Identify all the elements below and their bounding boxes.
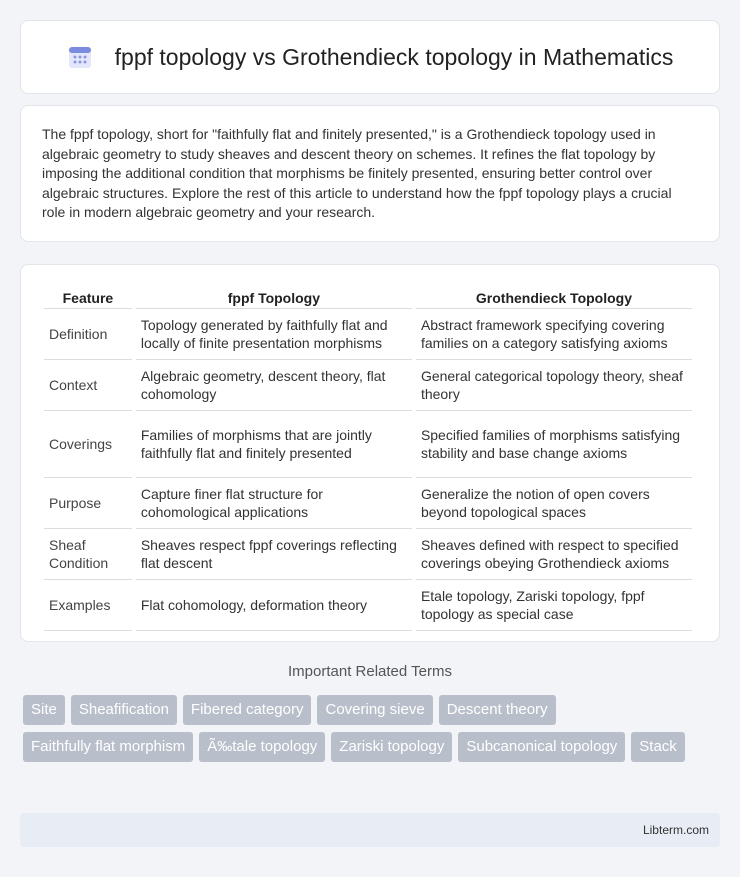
header-card bbox=[20, 20, 720, 94]
tag-fibered-category[interactable]: Fibered category bbox=[183, 695, 312, 725]
row-fppf: Families of morphisms that are jointly faithfully flat and finitely presented bbox=[136, 411, 412, 478]
row-feature: Sheaf Condition bbox=[44, 529, 132, 580]
row-feature: Context bbox=[44, 360, 132, 411]
row-grothendieck: Sheaves defined with respect to specified coverings obeying Grothendieck axioms bbox=[416, 529, 692, 580]
tag-covering-sieve[interactable]: Covering sieve bbox=[317, 695, 432, 725]
related-terms-tags bbox=[23, 695, 723, 762]
row-fppf: Capture finer flat structure for cohomological applications bbox=[136, 478, 412, 529]
row-fppf: Flat cohomology, deformation theory bbox=[136, 580, 412, 631]
intro-text: The fppf topology, short for "faithfully flat and finitely presented," is a Grothendieck topology used in algebraic geometry to study sheaves and descent theory on schemes. It refines the flat topology by imposing the additional condition that morphisms be finitely presented, ensuring better control over algebraic structures. Explore the rest of this article to understand how the fppf topology plays a crucial role in modern algebraic geometry and your research. bbox=[42, 126, 672, 221]
tag-etale-topology[interactable]: Ã‰tale topology bbox=[199, 732, 325, 762]
table-row bbox=[44, 529, 692, 580]
row-feature: Coverings bbox=[44, 411, 132, 478]
row-feature: Examples bbox=[44, 580, 132, 631]
table-row bbox=[44, 580, 692, 631]
row-grothendieck: General categorical topology theory, sheaf theory bbox=[416, 360, 692, 411]
intro-card bbox=[20, 105, 720, 242]
comparison-table-card bbox=[20, 264, 720, 642]
row-fppf: Sheaves respect fppf coverings reflecting flat descent bbox=[136, 529, 412, 580]
header-feature: Feature bbox=[44, 285, 132, 309]
tag-stack[interactable]: Stack bbox=[631, 732, 685, 762]
tag-descent-theory[interactable]: Descent theory bbox=[439, 695, 556, 725]
table-header-row bbox=[44, 285, 692, 309]
row-fppf: Topology generated by faithfully flat and locally of finite presentation morphisms bbox=[136, 309, 412, 360]
tag-subcanonical-topology[interactable]: Subcanonical topology bbox=[458, 732, 625, 762]
row-grothendieck: Abstract framework specifying covering families on a category satisfying axioms bbox=[416, 309, 692, 360]
calendar-icon bbox=[67, 44, 93, 70]
tag-zariski-topology[interactable]: Zariski topology bbox=[331, 732, 452, 762]
table-row bbox=[44, 309, 692, 360]
row-grothendieck: Generalize the notion of open covers beyond topological spaces bbox=[416, 478, 692, 529]
header-fppf: fppf Topology bbox=[136, 285, 412, 309]
row-feature: Definition bbox=[44, 309, 132, 360]
table-row bbox=[44, 360, 692, 411]
row-fppf: Algebraic geometry, descent theory, flat cohomology bbox=[136, 360, 412, 411]
comparison-table bbox=[40, 285, 696, 631]
tag-faithfully-flat-morphism[interactable]: Faithfully flat morphism bbox=[23, 732, 193, 762]
row-grothendieck: Etale topology, Zariski topology, fppf topology as special case bbox=[416, 580, 692, 631]
tag-sheafification[interactable]: Sheafification bbox=[71, 695, 177, 725]
row-feature: Purpose bbox=[44, 478, 132, 529]
table-row bbox=[44, 478, 692, 529]
page-title: fppf topology vs Grothendieck topology in Mathematics bbox=[114, 43, 674, 70]
related-terms-title: Important Related Terms bbox=[288, 663, 452, 680]
table-row bbox=[44, 411, 692, 478]
header-grothendieck: Grothendieck Topology bbox=[416, 285, 692, 309]
footer-link[interactable]: Libterm.com bbox=[642, 823, 709, 837]
footer bbox=[20, 813, 720, 847]
row-grothendieck: Specified families of morphisms satisfying stability and base change axioms bbox=[416, 411, 692, 478]
tag-site[interactable]: Site bbox=[23, 695, 65, 725]
